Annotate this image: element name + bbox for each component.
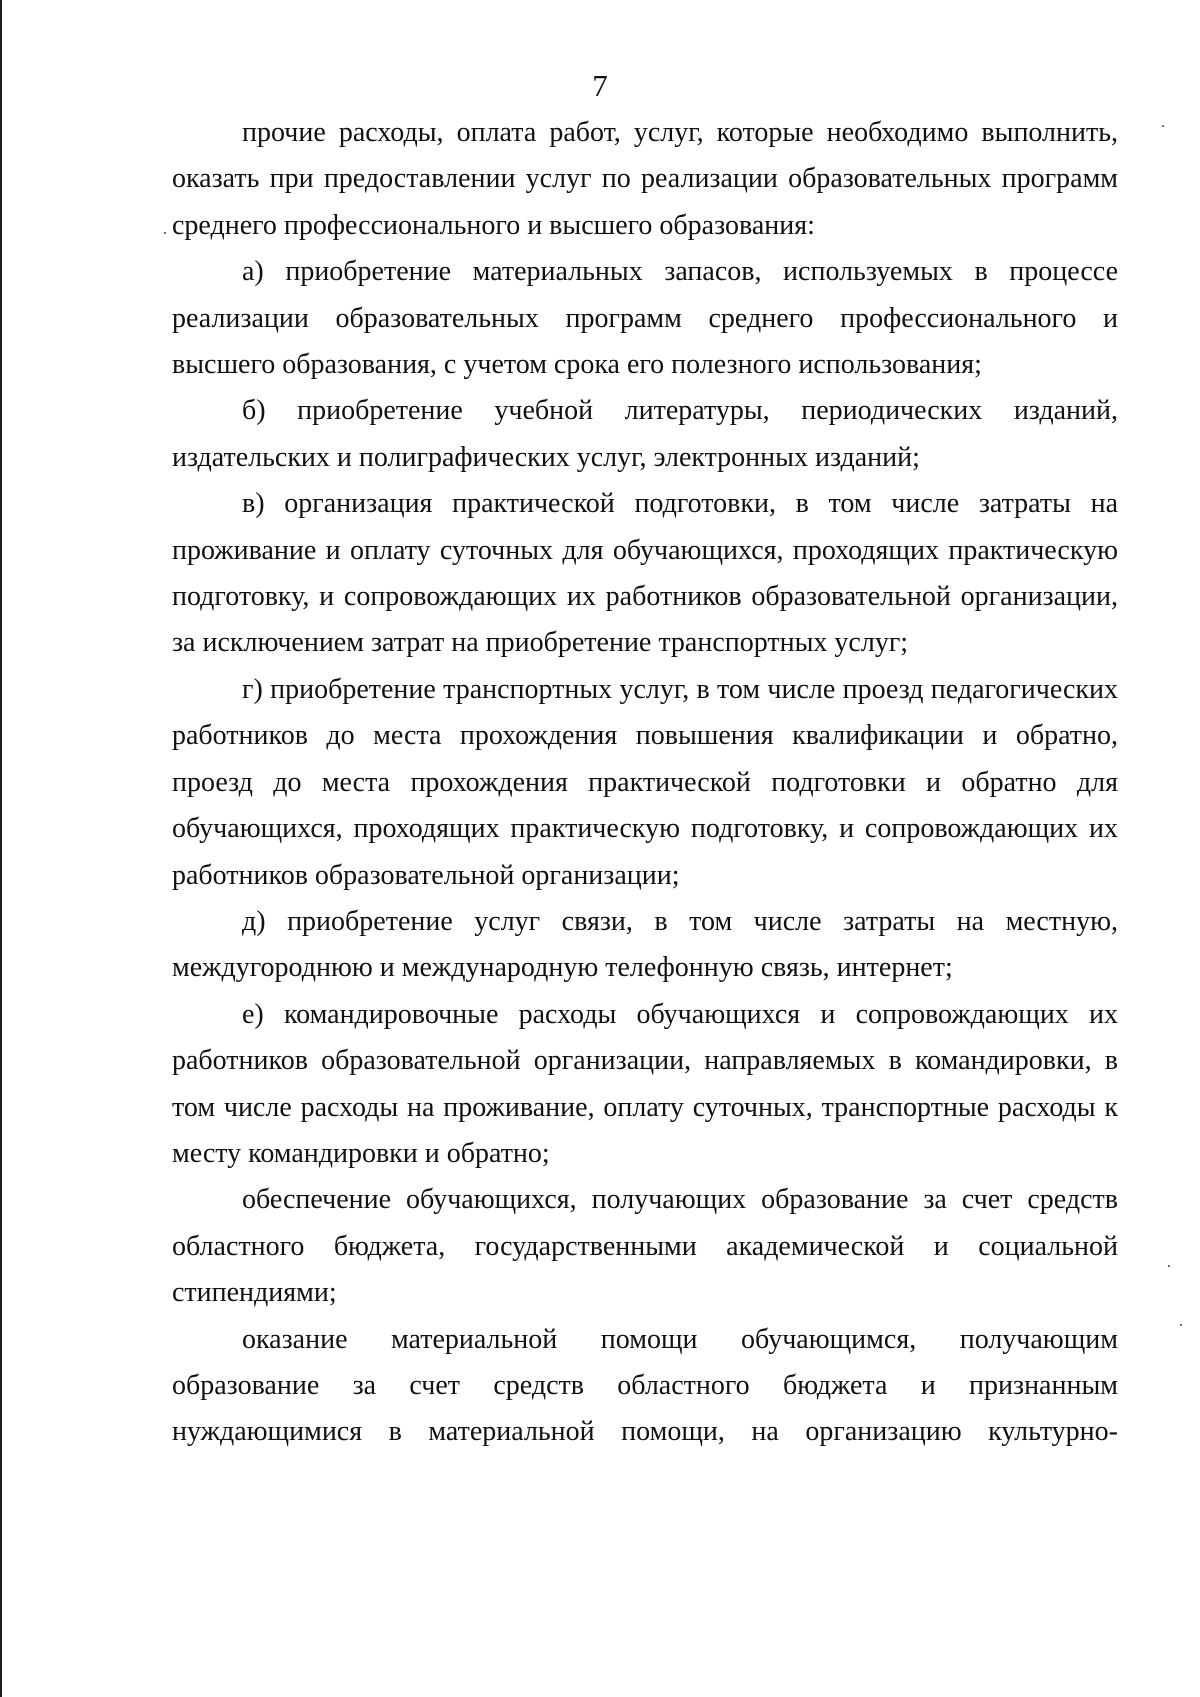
scan-speck — [1180, 1324, 1182, 1326]
paragraph-item-v: в) организация практической подготовки, в том числе затраты на проживание и оплату суточных для обучающихся, проходящих практическую подготовку, и сопровождающих их работников образовательной организации, за исключением затрат на приобретение транспортных услуг; — [172, 488, 1118, 659]
paragraph-item-e: е) командировочные расходы обучающихся и сопровождающих их работников образовательной организации, направляемых в командировки, в том числе расходы на проживание, оплату суточных, транспортные расходы к месту командировки и обратно; — [172, 998, 1118, 1169]
paragraph-item-b: б) приобретение учебной литературы, периодических изданий, издательских и полиграфических услуг, электронных изданий; — [172, 395, 1118, 473]
page-number: 7 — [592, 68, 608, 103]
paragraph-item-a: а) приобретение материальных запасов, используемых в процессе реализации образовательных программ среднего профессионального и высшего образования, с учетом срока его полезного использования; — [172, 256, 1118, 381]
scan-speck — [1162, 125, 1164, 127]
paragraph-material-aid: оказание материальной помощи обучающимся, получающим образование за счет средств областного бюджета и признанным нуждающимися в материальной помощи, на организацию культурно- — [172, 1323, 1118, 1448]
paragraph-scholarships: обеспечение обучающихся, получающих образование за счет средств областного бюджета, государственными академической и социальной стипендиями; — [172, 1184, 1118, 1309]
paragraph-other-expenses: прочие расходы, оплата работ, услуг, которые необходимо выполнить, оказать при предоставлении услуг по реализации образовательных программ среднего профессионального и высшего образования: — [172, 117, 1118, 241]
paragraph-item-g: г) приобретение транспортных услуг, в том числе проезд педагогических работников до места прохождения повышения квалификации и обратно, проезд до места прохождения практической подготовки и обратно для обучающихся, проходящих практическую подготовку, и сопровождающих их работников образовательной организации; — [172, 673, 1118, 891]
scan-speck — [164, 232, 166, 234]
scan-speck — [1168, 1265, 1170, 1267]
paragraph-item-d: д) приобретение услуг связи, в том числе затраты на местную, междугороднюю и международную телефонную связь, интернет; — [172, 905, 1118, 984]
document-body — [172, 110, 1118, 1456]
scan-left-border — [0, 0, 2, 1697]
